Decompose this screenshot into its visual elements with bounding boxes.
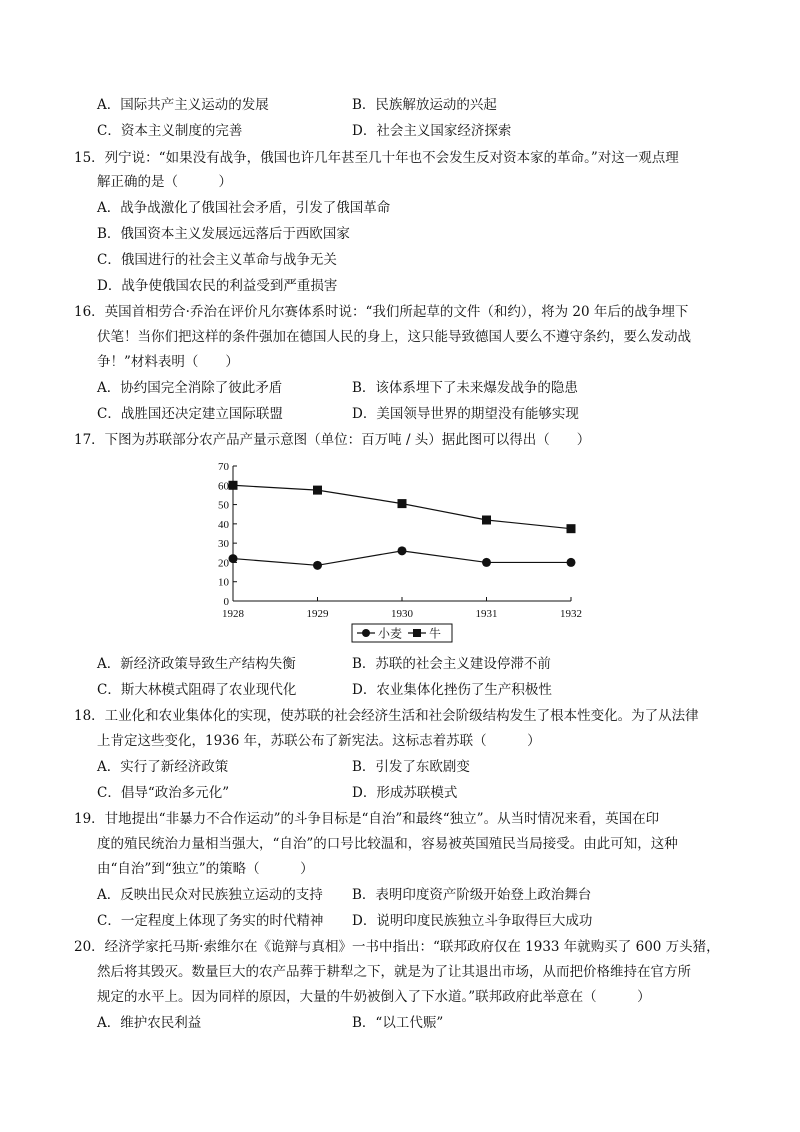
y-tick-label: 0 <box>223 596 229 608</box>
series-point-circle <box>229 554 238 563</box>
x-tick-label: 1930 <box>391 608 413 620</box>
series-point-circle <box>398 546 407 555</box>
q15-stem-line2: 解正确的是（ ） <box>97 174 232 190</box>
q16-option-a: A．协约国完全消除了彼此矛盾 <box>97 380 283 396</box>
q15-stem-line1: 15．列宁说：“如果没有战争，俄国也许几年甚至几十年也不会发生反对资本家的革命。”对这一观点理 <box>74 150 679 166</box>
option-d: D．社会主义国家经济探索 <box>352 123 512 139</box>
q19-stem-line2: 度的殖民统治力量相当强大，“自治”的口号比较温和，容易被英国殖民当局接受。由此可知，这种 <box>97 836 678 852</box>
y-tick-label: 20 <box>218 557 229 570</box>
q19-option-a: A．反映出民众对民族独立运动的支持 <box>97 887 323 903</box>
q16-option-b: B．该体系埋下了未来爆发战争的隐患 <box>352 380 578 396</box>
x-tick-label: 1932 <box>560 608 582 620</box>
q16-stem-line1: 16．英国首相劳合·乔治在评价凡尔赛体系时说：“我们所起草的文件（和约），将为 20 年后的战争埋下 <box>74 304 689 320</box>
option-b: B．民族解放运动的兴起 <box>352 97 497 113</box>
x-tick-label: 1929 <box>306 608 329 620</box>
q16-stem-line2: 伏笔！当你们把这样的条件强加在德国人民的身上，这只能导致德国人要么不遵守条约，要么发动战 <box>97 329 691 345</box>
y-tick-label: 70 <box>218 461 229 473</box>
q15-option-d: D．战争使俄国农民的利益受到严重损害 <box>97 278 338 294</box>
q20-stem-line3: 规定的水平上。因为同样的原因，大量的牛奶被倒入了下水道。”联邦政府此举意在（ ） <box>97 989 651 1005</box>
q19-option-d: D．说明印度民族独立斗争取得巨大成功 <box>352 913 593 929</box>
series-point-square <box>229 481 238 490</box>
option-a: A．国际共产主义运动的发展 <box>97 97 269 113</box>
y-tick-label: 60 <box>218 480 229 493</box>
q18-stem-line1: 18．工业化和农业集体化的实现，使苏联的社会经济生活和社会阶级结构发生了根本性变化。为了从法律 <box>74 708 699 724</box>
q17-stem-line1: 17．下图为苏联部分农产品产量示意图（单位：百万吨 / 头）据此图可以得出（ ） <box>74 432 591 448</box>
series-point-circle <box>482 558 491 567</box>
q20-option-a: A．维护农民利益 <box>97 1015 202 1031</box>
y-tick-label: 30 <box>218 538 229 551</box>
series-point-square <box>398 499 407 508</box>
q20-option-b: B．“以工代赈” <box>352 1015 444 1031</box>
q18-option-c: C．倡导“政治多元化” <box>97 785 230 801</box>
legend-wheat-marker <box>362 629 370 637</box>
q16-stem-line3: 争！”材料表明（ ） <box>97 354 239 370</box>
q18-option-d: D．形成苏联模式 <box>352 785 458 801</box>
q19-option-c: C．一定程度上体现了务实的时代精神 <box>97 913 324 929</box>
series-point-square <box>482 516 491 525</box>
legend-wheat-label: 小麦 <box>378 626 403 641</box>
q19-stem-line3: 由“自治”到“独立”的策略（ ） <box>97 861 314 877</box>
q17-option-b: B．苏联的社会主义建设停滞不前 <box>352 656 551 672</box>
series-point-square <box>567 524 576 533</box>
series-point-circle <box>567 558 576 567</box>
legend-cattle-marker <box>413 629 421 637</box>
q17-option-d: D．农业集体化挫伤了生产积极性 <box>352 682 552 698</box>
y-tick-label: 10 <box>218 576 229 589</box>
q15-option-a: A．战争战激化了俄国社会矛盾，引发了俄国革命 <box>97 200 391 216</box>
q20-stem-line1: 20．经济学家托马斯·索维尔在《诡辩与真相》一书中指出：“联邦政府仅在 1933 年就购买了 600 万头猪， <box>74 939 720 955</box>
q18-option-a: A．实行了新经济政策 <box>97 759 229 775</box>
q19-option-b: B．表明印度资产阶级开始登上政治舞台 <box>352 887 592 903</box>
y-tick-label: 50 <box>218 499 229 512</box>
q17-option-a: A．新经济政策导致生产结构失衡 <box>97 656 296 672</box>
x-tick-label: 1928 <box>222 608 244 620</box>
q17-option-c: C．斯大林模式阻碍了农业现代化 <box>97 682 297 698</box>
q20-stem-line2: 然后将其毁灭。数量巨大的农产品葬于耕犁之下，就是为了让其退出市场，从而把价格维持在官方所 <box>97 964 691 980</box>
q15-option-c: C．俄国进行的社会主义革命与战争无关 <box>97 252 337 268</box>
q18-stem-line2: 上肯定这些变化，1936 年，苏联公布了新宪法。这标志着苏联（ ） <box>97 733 541 749</box>
q16-option-c: C．战胜国还决定建立国际联盟 <box>97 406 283 422</box>
series-point-circle <box>313 561 322 570</box>
legend-cattle-label: 牛 <box>429 626 442 641</box>
production-chart <box>200 456 600 656</box>
q18-option-b: B．引发了东欧剧变 <box>352 759 470 775</box>
x-tick-label: 1931 <box>475 608 498 620</box>
q15-option-b: B．俄国资本主义发展远远落后于西欧国家 <box>97 226 350 242</box>
y-tick-label: 40 <box>218 518 229 531</box>
option-c: C．资本主义制度的完善 <box>97 123 243 139</box>
q19-stem-line1: 19．甘地提出“非暴力不合作运动”的斗争目标是“自治”和最终“独立”。从当时情况来看，英国在印 <box>74 811 660 827</box>
line-chart-svg <box>200 456 600 656</box>
series-point-square <box>313 486 322 495</box>
q16-option-d: D．美国领导世界的期望没有能够实现 <box>352 406 579 422</box>
